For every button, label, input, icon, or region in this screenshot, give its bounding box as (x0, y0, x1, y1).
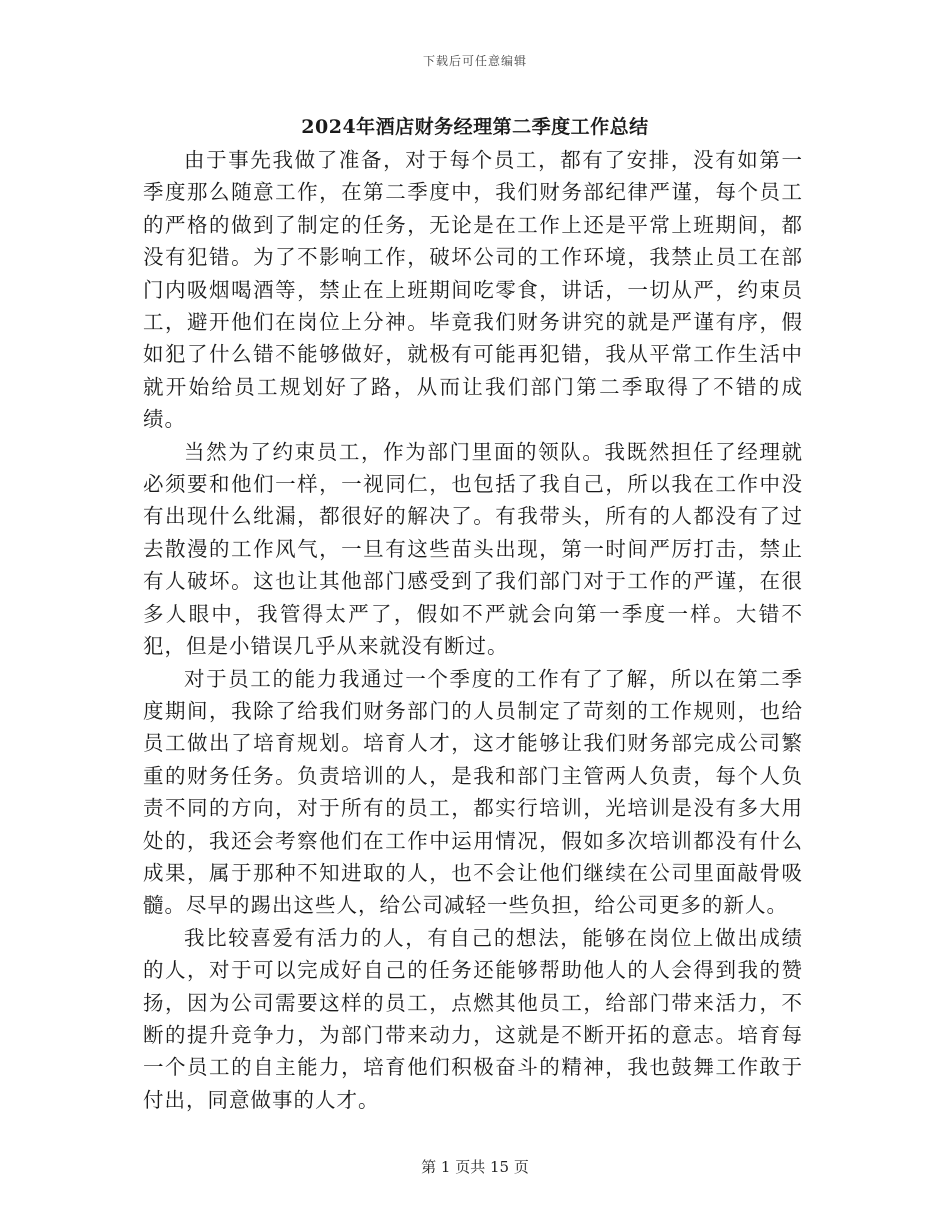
document-body (143, 144, 803, 1116)
body-paragraph: 我比较喜爱有活力的人，有自己的想法，能够在岗位上做出成绩的人，对于可以完成好自己的任务还能够帮助他人的人会得到我的赞扬，因为公司需要这样的员工，点燃其他员工，给部门带来活力，不断的提升竞争力，为部门带来动力，这就是不断开拓的意志。培育每一个员工的自主能力，培育他们积极奋斗的精神，我也鼓舞工作敢于付出，同意做事的人才。 (143, 925, 803, 1112)
body-paragraph: 由于事先我做了准备，对于每个员工，都有了安排，没有如第一季度那么随意工作，在第二季度中，我们财务部纪律严谨，每个员工的严格的做到了制定的任务，无论是在工作上还是平常上班期间，都没有犯错。为了不影响工作，破坏公司的工作环境，我禁止员工在部门内吸烟喝酒等，禁止在上班期间吃零食，讲话，一切从严，约束员工，避开他们在岗位上分神。毕竟我们财务讲究的就是严谨有序，假如犯了什么错不能够做好，就极有可能再犯错，我从平常工作生活中就开始给员工规划好了路，从而让我们部门第二季取得了不错的成绩。 (143, 148, 803, 432)
document-title: 2024年酒店财务经理第二季度工作总结 (301, 116, 649, 138)
page-number: 第 1 页共 15 页 (421, 1158, 529, 1176)
body-paragraph: 对于员工的能力我通过一个季度的工作有了了解，所以在第二季度期间，我除了给我们财务部门的人员制定了苛刻的工作规则，也给员工做出了培育规划。培育人才，这才能够让我们财务部完成公司繁重的财务任务。负责培训的人，是我和部门主管两人负责，每个人负责不同的方向，对于所有的员工，都实行培训，光培训是没有多大用处的，我还会考察他们在工作中运用情况，假如多次培训都没有什么成果，属于那种不知进取的人，也不会让他们继续在公司里面敲骨吸髓。尽早的踢出这些人，给公司减轻一些负担，给公司更多的新人。 (143, 666, 803, 918)
page-header-note: 下载后可任意编辑 (422, 54, 527, 68)
body-paragraph: 当然为了约束员工，作为部门里面的领队。我既然担任了经理就必须要和他们一样，一视同仁，也包括了我自己，所以我在工作中没有出现什么纰漏，都很好的解决了。有我带头，所有的人都没有了过去散漫的工作风气，一旦有这些苗头出现，第一时间严厉打击，禁止有人破坏。这也让其他部门感受到了我们部门对于工作的严谨，在很多人眼中，我管得太严了，假如不严就会向第一季度一样。大错不犯，但是小错误几乎从来就没有断过。 (143, 439, 803, 659)
